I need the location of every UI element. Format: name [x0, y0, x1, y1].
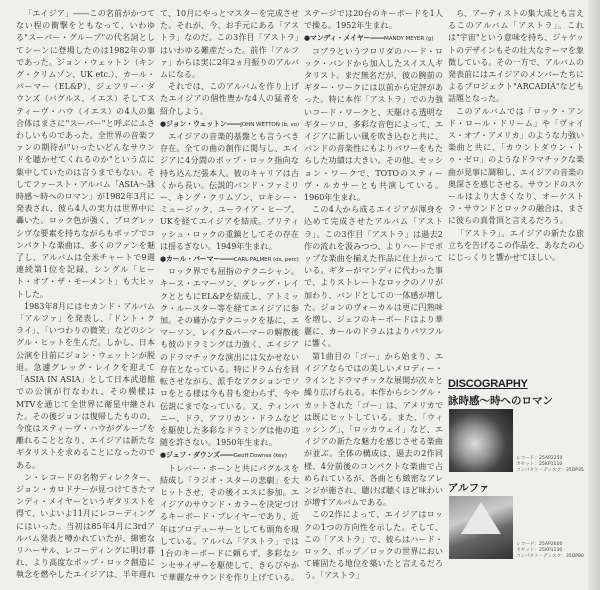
member-name-en: MANDY MEYER (g)	[384, 36, 434, 43]
paragraph: 「アストラ」。エイジアの新たな旅立ちを告げるこの作品を、あなたの心にじっくりと響かせてほしい。	[448, 228, 584, 263]
member-bio: ロック界でも屈指のテクニシャン。キース・エマーソン、グレッグ・レイクとともにEL&Pを結成し、アトミック・ルースター等を経てエイジアに参加。その確かなテクニックを基に、エマーソン、レイク&パーマーの解散後も彼のドラミングは力強く、エイジアのドラマチックな演出には欠かせない存在となっている。特にドラム台を回転させながら、派手なアクションでソロをとる様は今も昔も変わらず、今や伝説にまでなっている。又、ティンパニー、ドラ、アフリカン・ドラムなどを駆使した多彩なドラミングは他の追随を許さない。1950年生まれ。	[160, 267, 299, 448]
cd-catalog: コンパクト・ディスク：35DP80	[516, 554, 584, 559]
member-name: ●マンディ・メイヤー――	[304, 34, 385, 43]
paragraph: この4人から成るエイジアが渾身を込めて完成させたアルバム「アストラ」。この3作目「アストラ」は過去2作の流れを汲みつつ、よりハードでポップな楽曲を揃えた作品に仕上がっている。ギターがマンディに代わった事で、よりストレートなロックのノリが加わり、バンドとしての一体感が増した。ジョンのヴォーカルは更に円熟味を増し、ジェフのキーボードはより華麗に、カールのドラムはよりパワフルに響く。	[304, 205, 443, 349]
pyramid-artwork	[461, 502, 501, 534]
member-bio: エイジアの音楽的基盤とも言うべき存在。全ての曲の創作に関与し、エイジアに4分間のポップ・ロック指向な持ち込んだ張本人。彼のキャリアは古くから長い。伝説的バンド・ファミリー、キング・クリムゾン、ロキシー・ミュージック、ユーライア・ヒープ、UKを経てエイジアを結成。ブリティッシュ・ロックの重鎮としてその存在は揺るぎない。1949年生まれ。	[160, 132, 299, 251]
member-name: ●ジェフ・ダウンズ――	[160, 451, 234, 460]
paragraph: ン・レコードの名物ディレクター、ジョン・カロドナーが見つけてきたマンディ・メイヤーというギタリストを得て、いよいよ11月にレコーディングにはいった。当初は85年4月に3rdアルバム発表と噂かれていたが、綿密なリハーサル、レコーディングに明け暮れ、より高度なポップ・ロック創造に執念を燃やしたエイジアは、半年遅れて、10月にやっとマスターを完成させた。それが、今、お手元にある「アストラ」なのだ。この3作目「アストラ」はいわゆる難産だった。前作「アルファ」からは実に2年2ヵ月振りのアルバムになる。	[16, 9, 299, 580]
album-cover-image	[449, 496, 513, 559]
member-heading-geoff-downes	[160, 449, 299, 462]
member-heading-mandy-meyer	[304, 32, 443, 45]
paragraph: それでは、このアルバムを作り上げたエイジアの個性豊かな4人の猛者を紹介しよう。	[160, 82, 299, 116]
member-name-en: JOHN WETTON (b, vo)	[240, 121, 299, 128]
paragraph: ら、アーティストの集大成とも言えるこのアルバム「アストラ」。これは"宇宙"という意味を持ち、ジャケットのデザインもその壮大なテーマを象徴している。その一方で、アルバムの発表前にはエイジアのメンバーたちによるプロジェクト"ARCADIA"なども話題となった。	[448, 9, 584, 104]
album-release-info	[516, 456, 584, 474]
text-columns-1-3	[16, 8, 443, 586]
paragraph: 1983年8月にはセカンド・アルバム「アルファ」を発表し、「ドント・クライ」、「いつわりの微笑」などのシングル・ヒットを生んだ。しかし、日本公演を目前にジョン・ウェットンが脱退。急遽グレッグ・レイクを迎えて「ASIA IN ASIA」として日本武道館での公演が行なわれ、その模様はMTVを通じて全世界に衛星中継された。その後ジョンは復帰したものの、今度はスティーヴ・ハウがグループを離れることとなり、エイジアは新たなギタリストを求めることになったのである。	[16, 301, 155, 470]
paragraph: このアルバムでは「ロック・アンド・ロール・ドリーム」や「ヴォイス・オブ・アメリカ」のような力強い楽曲と共に、「カウントダウン・トゥ・ゼロ」のようなドラマチックな楽曲が見事に調和し、エイジアの音楽の奥深さを感じさせる。サウンドのスケールはより大きくなり、オーケストラ・サウンドとロックの融合は、まさに彼らの真骨頂と言えるだろう。	[448, 106, 584, 226]
paragraph: 「エイジア」――この名前がかつてない程の衝撃をともなって、いわゆる"スーパー・グループ"の代名詞としてシーンに登場したのは1982年の事であった。ジョン・ウェットン（キング・クリムゾン、UK etc.）、カール・パーマー（EL&P）、ジェフリー・ダウンズ（バグルス、イエス）そしてスティーヴ・ハウ（イエス）の4人の集合体はまさに"スーパー"と呼ぶにふさわしいものであった。全世界の音楽ファンの期待が"いったいどんなサウンドを聴かせてくれるのか"という点に集中していたのは言うまでもない。そしてファースト・アルバム「ASIA～詠時感～時へのロマン」が1982年3月に発表され、彼ら4人の実力は世界中に轟いた。ロック色が強く、プログレッシヴな要素を持ちながらもポップでコンパクトな楽曲は、多くのファンを魅了し、アルバムは全米チャートで9週連続第1位を記録、シングル「ヒート・オブ・ザ・モーメント」も大ヒットした。	[16, 9, 155, 299]
discography-heading: DISCOGRAPHY	[448, 378, 528, 390]
album-cover-image	[449, 409, 513, 472]
record-catalog: レコード：25AP2600	[516, 542, 563, 547]
paragraph: この2作によって、エイジアはロックの1つの方向性を示した。そして、この「アストラ」で、彼らはハード・ロック、ポップ／ロックの世界において確固たる地位を築いたと言えるだろう。「アストラ」	[304, 510, 443, 581]
member-name: ●ジョン・ウェットン――	[160, 119, 241, 128]
album-title: 詠時感～時へのロマン	[448, 395, 553, 407]
member-name-en: CARL PALMER (ds, perc)	[233, 257, 299, 264]
member-name-en: Geoff Downes (key)	[233, 453, 287, 460]
member-name: ●カール・パーマー――	[160, 255, 234, 264]
record-catalog: レコード：25AP2250	[516, 456, 563, 461]
member-bio: コブラというフロリダのハード・ロック・バンドから加入したスイス人ギタリスト。まだ無名だが、彼の腕前のギター・ワークには以前から定評があった。特に本作「アストラ」での力強いコード・ワークと、天駆ける透明なギターソロ、多彩な音色によって、エイジアに新しい風を吹き込むと共に、バンドの音楽性にもよりパワーをもたらした功績は大きい。その他、セッション・ワークで、TOTOのスティーヴ・ルカサーとも共演している。1960年生まれ。	[304, 46, 443, 203]
album-title: アルファ	[448, 482, 490, 494]
cd-catalog: コンパクト・ディスク：35DP35	[516, 468, 584, 473]
paragraph: 第1曲目の「ゴー」から始まり、エイジアならではの美しいメロディー・ラインとドラマチックな展開が次々と繰り広げられる。本作からシングル・カットされた「ゴー」は、アメリカでは既にヒットしている。また、「ウィッシング」、「ロッカウェイ」など、エイジアの新たな魅力を感じさせる楽曲が並ぶ。全体の構成は、過去の2作同様、4分前後のコンパクトな楽曲で占められているが、各曲とも緻密なアレンジが施され、聴けば聴くほど味わいが増すアルバムである。	[304, 351, 443, 508]
member-bio: トレバー・ホーンと共にバグルスを結成し「ラジオ・スターの悲劇」を大ヒットさせ、その後イエスに参加。エイジアのサウンド・カラーを決定づけるキーボード・プレイヤーであり、近年はプロデューサーとしても頭角を現している。アルバム「アストラ」では1台のキーボードに頼らず、多彩なシンセサイザーを駆使して、きらびやかで華麗なサウンドを作り上げている。ステージでは20台のキーボードを1人で操る。1952年生まれ。	[160, 9, 443, 583]
member-heading-john-wetton	[160, 118, 299, 131]
text-column-4	[448, 8, 584, 264]
member-heading-carl-palmer	[160, 253, 299, 266]
cassette-catalog: カセット：25KP1110	[516, 462, 563, 467]
cassette-catalog: カセット：25KP1130	[516, 548, 563, 553]
album-release-info	[516, 542, 584, 560]
page-edge-shadow	[588, 0, 600, 590]
